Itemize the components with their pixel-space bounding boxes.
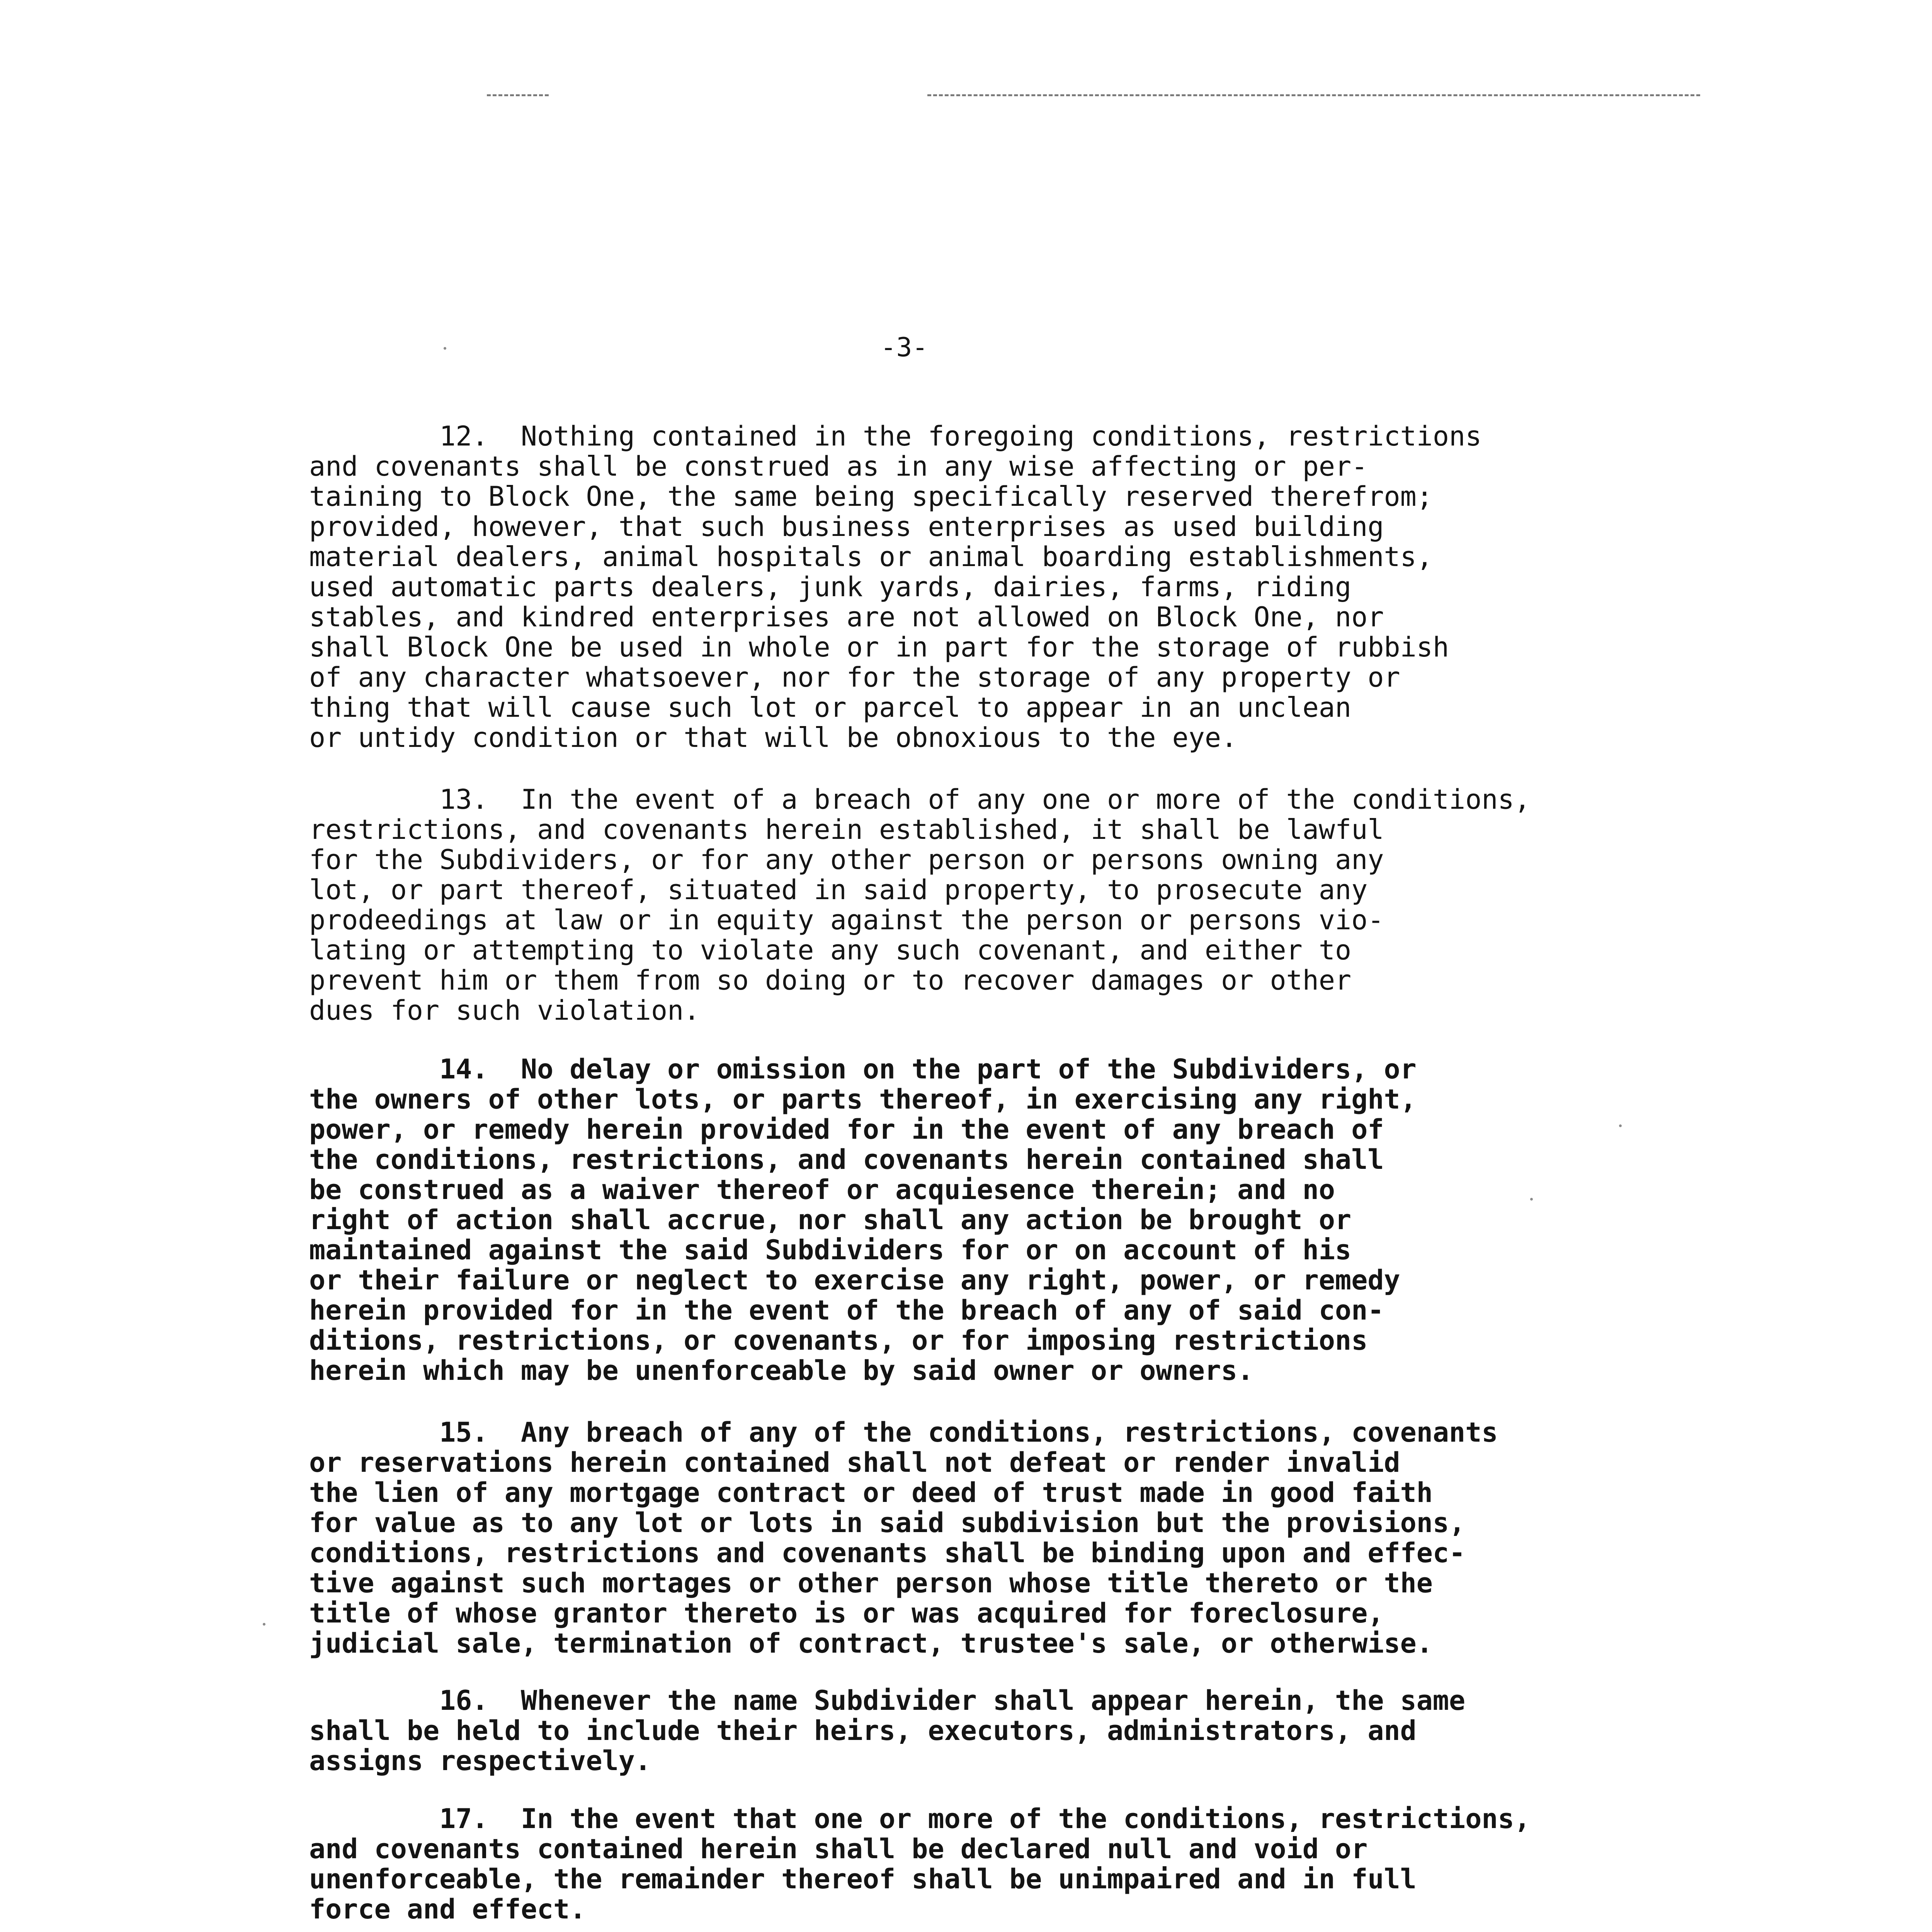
text-line: prevent him or them from so doing or to recover damages or other: [309, 964, 1352, 996]
text-line: power, or remedy herein provided for in the event of any breach of: [309, 1114, 1384, 1145]
text-line: the lien of any mortgage contract or deed of trust made in good faith: [309, 1477, 1433, 1509]
top-margin-dash: [927, 94, 1700, 96]
text-line: or reservations herein contained shall not defeat or render invalid: [309, 1447, 1400, 1478]
scan-speck: [263, 1623, 265, 1626]
text-line: 12. Nothing contained in the foregoing conditions, restrictions: [309, 420, 1482, 452]
text-line: the owners of other lots, or parts thereof, in exercising any right,: [309, 1083, 1417, 1115]
text-line: used automatic parts dealers, junk yards, dairies, farms, riding: [309, 571, 1352, 603]
text-line: for the Subdividers, or for any other person or persons owning any: [309, 844, 1384, 876]
text-line: unenforceable, the remainder thereof shall be unimpaired and in full: [309, 1863, 1417, 1895]
text-line: force and effect.: [309, 1893, 586, 1925]
text-line: provided, however, that such business enterprises as used building: [309, 511, 1384, 543]
text-line: lating or attempting to violate any such covenant, and either to: [309, 934, 1352, 966]
scan-speck: [1530, 1198, 1533, 1201]
text-line: the conditions, restrictions, and covenants herein contained shall: [309, 1144, 1384, 1175]
scan-speck: [1619, 1124, 1622, 1127]
text-line: of any character whatsoever, nor for the storage of any property or: [309, 662, 1400, 693]
text-line: title of whose grantor thereto is or was acquired for foreclosure,: [309, 1597, 1384, 1629]
text-line: conditions, restrictions and covenants shall be binding upon and effec-: [309, 1537, 1466, 1569]
text-line: material dealers, animal hospitals or animal boarding establishments,: [309, 541, 1433, 573]
text-line: ditions, restrictions, or covenants, or for imposing restrictions: [309, 1325, 1368, 1356]
text-line: 16. Whenever the name Subdivider shall appear herein, the same: [309, 1685, 1466, 1716]
text-line: 13. In the event of a breach of any one or more of the conditions,: [309, 784, 1531, 815]
text-line: 14. No delay or omission on the part of the Subdividers, or: [309, 1053, 1417, 1085]
text-line: herein which may be unenforceable by said owner or owners.: [309, 1355, 1254, 1386]
text-line: or their failure or neglect to exercise any right, power, or remedy: [309, 1264, 1400, 1296]
text-line: shall Block One be used in whole or in part for the storage of rubbish: [309, 631, 1449, 663]
text-line: stables, and kindred enterprises are not allowed on Block One, nor: [309, 601, 1384, 633]
text-line: dues for such violation.: [309, 995, 700, 1026]
text-line: maintained against the said Subdividers for or on account of his: [309, 1234, 1352, 1266]
text-line: and covenants shall be construed as in any wise affecting or per-: [309, 451, 1368, 482]
text-line: right of action shall accrue, nor shall any action be brought or: [309, 1204, 1352, 1236]
text-line: for value as to any lot or lots in said subdivision but the provisions,: [309, 1507, 1466, 1539]
text-line: or untidy condition or that will be obnoxious to the eye.: [309, 722, 1238, 753]
text-line: shall be held to include their heirs, executors, administrators, and: [309, 1715, 1417, 1747]
text-line: and covenants contained herein shall be declared null and void or: [309, 1833, 1368, 1865]
text-line: judicial sale, termination of contract, trustee's sale, or otherwise.: [309, 1628, 1433, 1659]
top-margin-dash: [487, 94, 549, 96]
text-line: assigns respectively.: [309, 1745, 651, 1777]
page-number: -3-: [880, 332, 928, 363]
text-line: taining to Block One, the same being specifically reserved therefrom;: [309, 481, 1433, 512]
text-line: prodeedings at law or in equity against the person or persons vio-: [309, 904, 1384, 936]
text-line: lot, or part thereof, situated in said property, to prosecute any: [309, 874, 1368, 906]
text-line: be construed as a waiver thereof or acquiesence therein; and no: [309, 1174, 1335, 1206]
text-line: thing that will cause such lot or parcel to appear in an unclean: [309, 692, 1352, 723]
scan-speck: [444, 347, 446, 350]
text-line: herein provided for in the event of the breach of any of said con-: [309, 1294, 1384, 1326]
text-line: tive against such mortages or other person whose title thereto or the: [309, 1567, 1433, 1599]
text-line: 17. In the event that one or more of the conditions, restrictions,: [309, 1803, 1531, 1835]
text-line: restrictions, and covenants herein established, it shall be lawful: [309, 814, 1384, 845]
text-line: 15. Any breach of any of the conditions, restrictions, covenants: [309, 1417, 1498, 1448]
